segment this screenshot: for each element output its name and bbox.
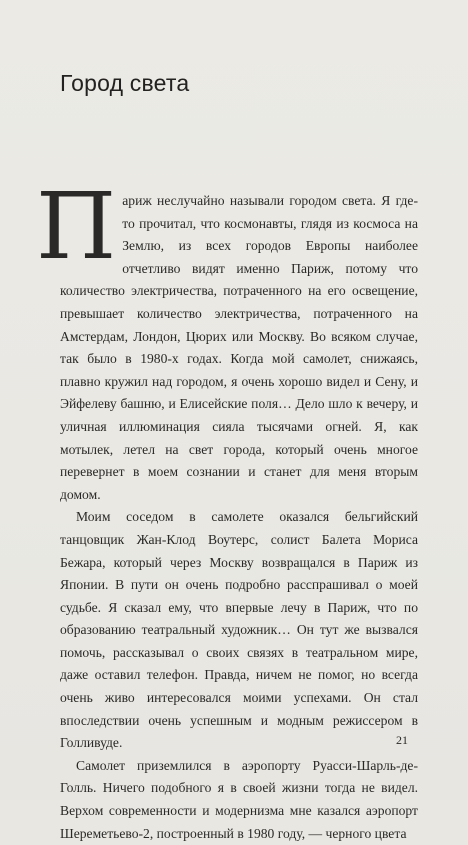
page-number: 21 (396, 733, 408, 747)
body-text (36, 173, 418, 845)
paragraph-2: Моим соседом в самолете оказался бельгийский танцовщик Жан-Клод Воутерс, солист Балета Мориса Бежара, который через Москву возвращался в Париж из Японии. В пути он очень подробно расспрашивал о моей судьбе. Я сказал ему, что впервые лечу в Париж, что по образованию театральный художник… Он тут же вызвался помочь, рассказывал о своих связях в театральном мире, даже оставил телефон. Правда, ничем не помог, но всегда очень живо интересовался моими успехами. Он стал впоследствии очень успешным и модным режиссером в Голливуде. (60, 509, 418, 751)
drop-cap: П (36, 173, 117, 280)
chapter-title: Город света (60, 70, 190, 96)
paragraph-1 (36, 173, 418, 506)
paragraph-1-text: ариж неслучайно называли городом света. Я где-то прочитал, что космонавты, глядя из космоса на Землю, из всех городов Европы наиболее отчетливо видят именно Париж, потому что количество электричества, потраченного на его освещение, превышает количество электричества, потраченного на Амстердам, Лондон, Цюрих или Москву. Во всяком случае, так было в 1980-х годах. Когда мой самолет, снижаясь, плавно кружил над городом, я очень хорошо видел и Сену, и Эйфелеву башню, и Елисейские поля… Дело шло к вечеру, и уличная иллюминация сияла тысячами огней. Я, как мотылек, летел на свет города, который очень многое перевернет в моем сознании и станет для меня вторым домом. (60, 193, 418, 502)
paragraph-3: Самолет приземлился в аэропорту Руасси-Шарль-де-Голль. Ничего подобного я в своей жизни тогда не видел. Верхом современности и модернизма мне казался аэропорт Шереметьево-2, построенный в 1980 году, — черного цвета (60, 757, 418, 841)
